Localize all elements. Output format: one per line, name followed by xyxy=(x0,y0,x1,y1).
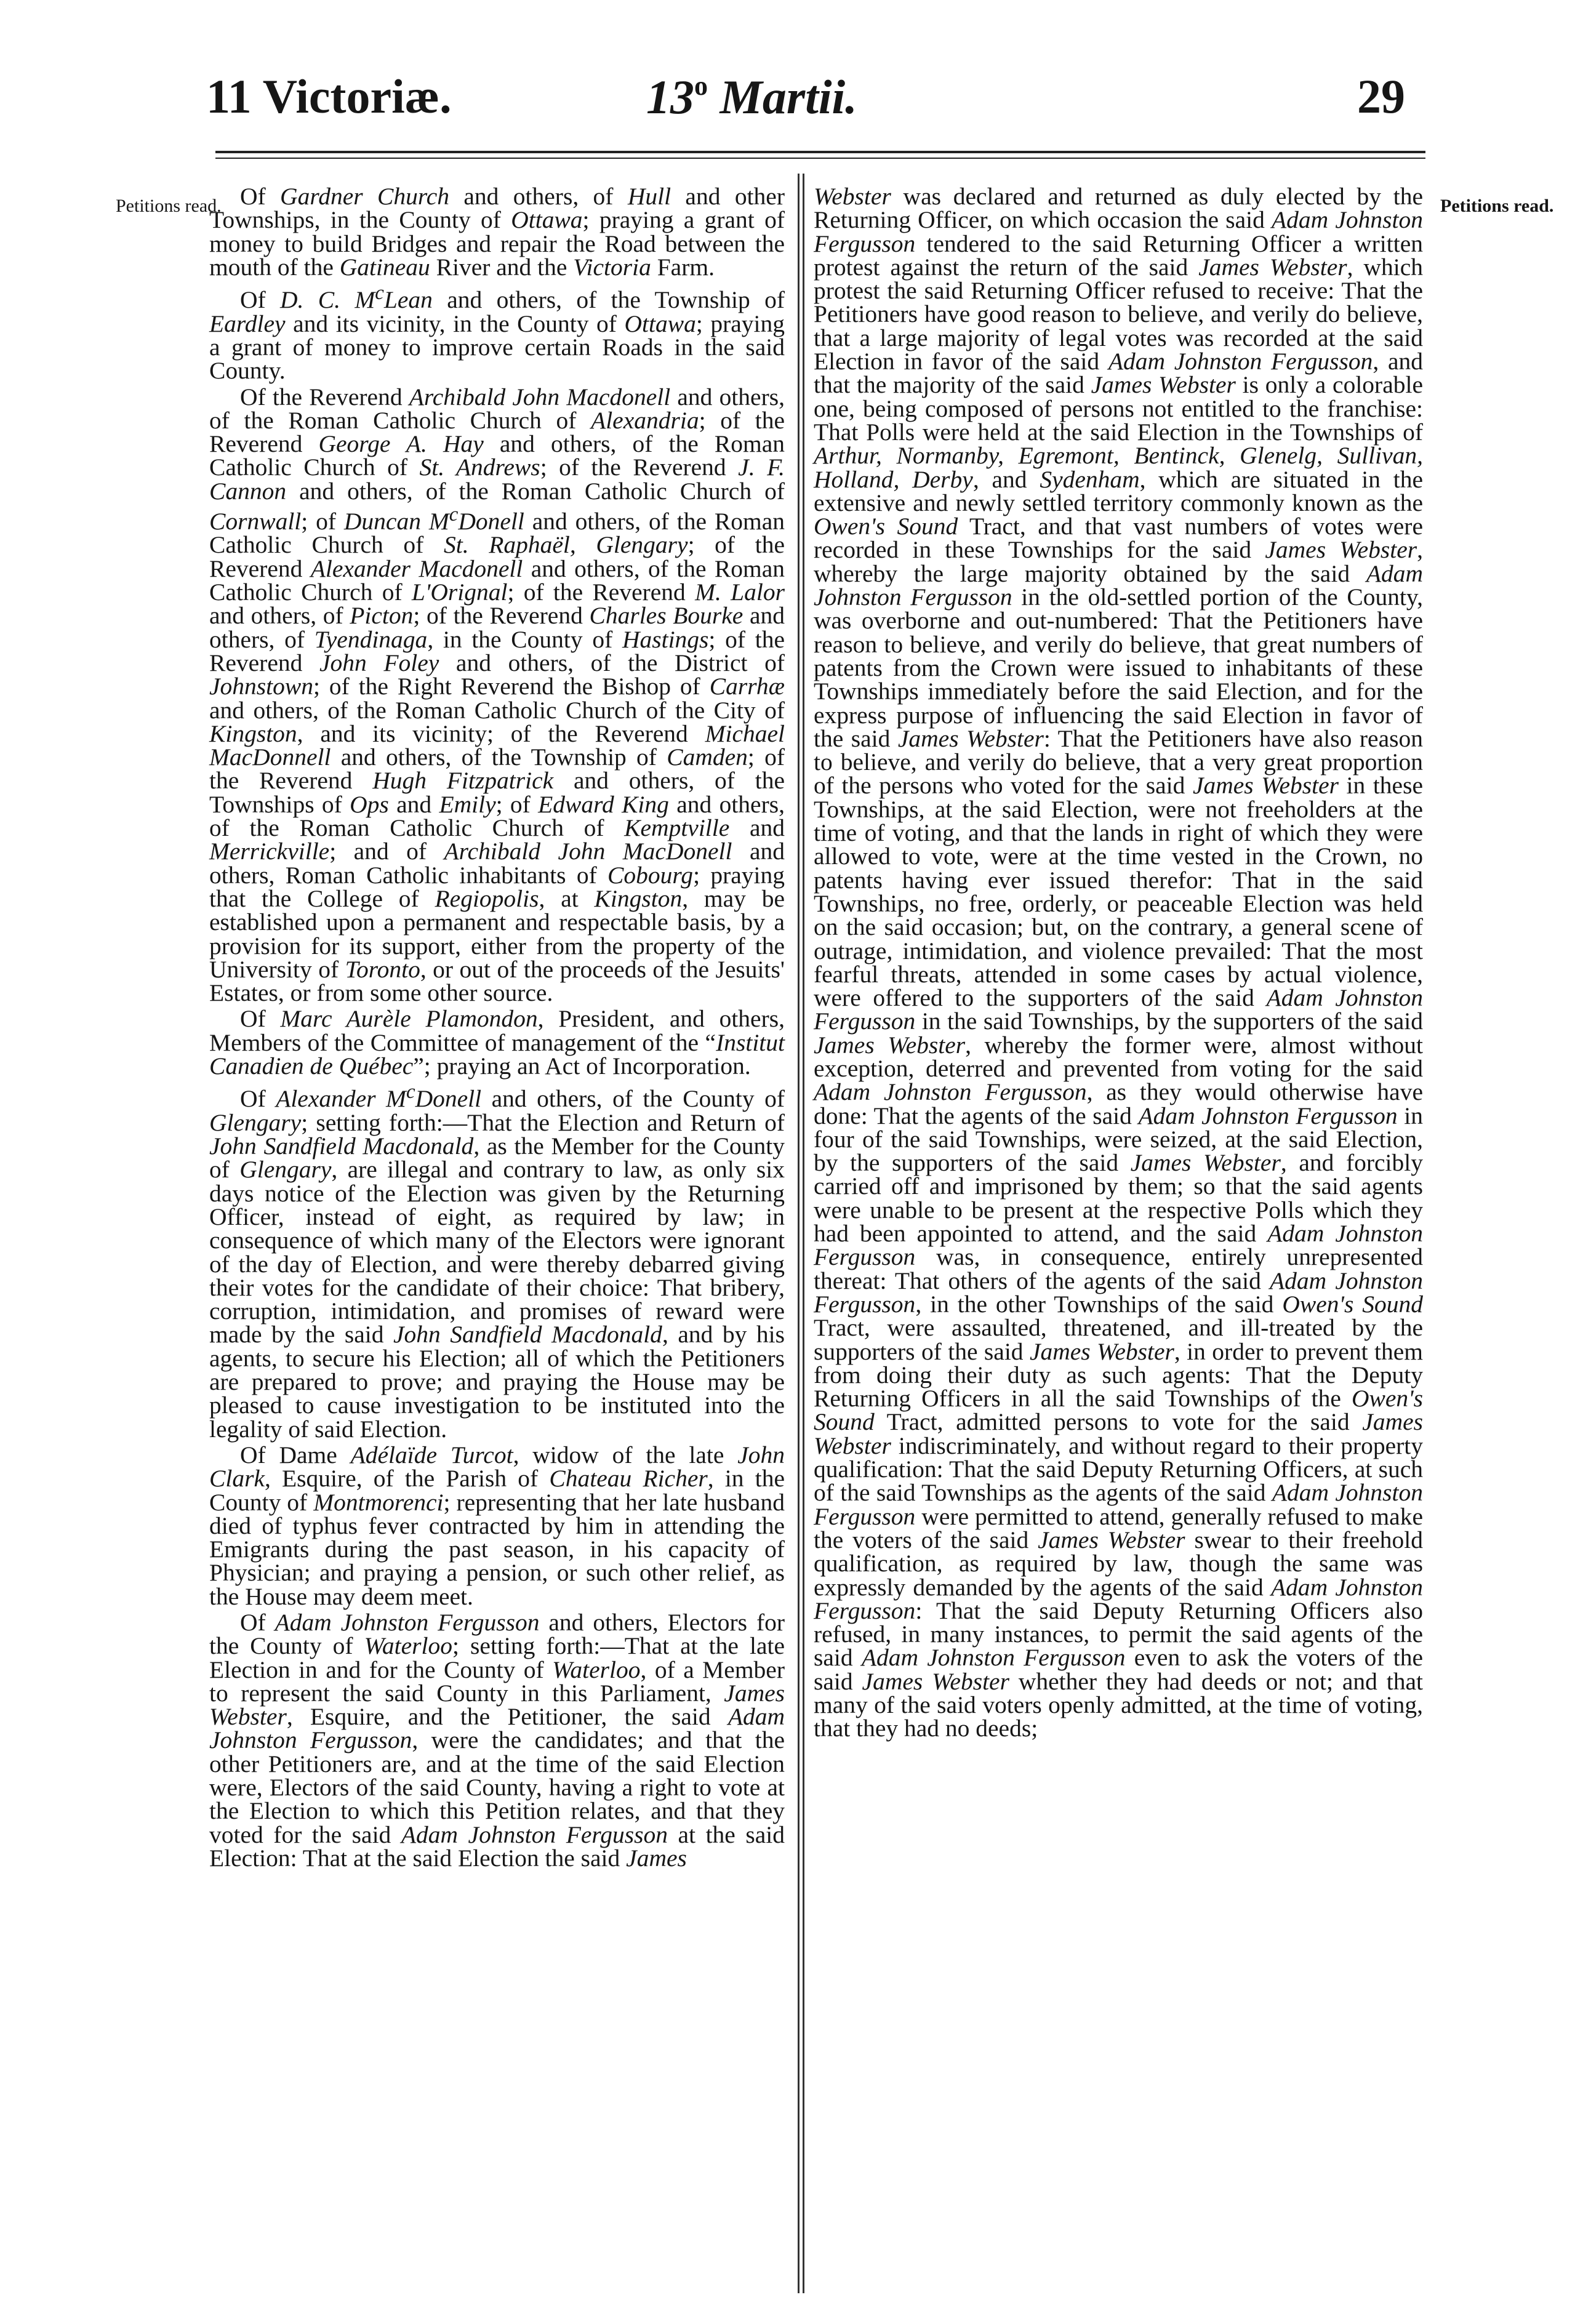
right-column xyxy=(814,185,1423,1743)
petition-paragraph: Of Alexander $M^cDonell$ and others, of the County of Glengary; setting forth:—That the Election and Return of John Sandfield Macdonald, as the Member for the County of Glengary, are illegal and contrary to law, as only six days notice of the Election was given by the Returning Officer, instead of eight, as required by law; in consequence of which many of the Electors were ignorant of the day of Election, and were thereby debarred giving their votes for the candidate of their choice: That bribery, corruption, intimidation, and promises of reward were made by the said John Sandfield Macdonald, and by his agents, to secure his Election; all of which the Petitioners are prepared to prove; and praying the House may be pleased to cause investigation to be instituted into the legality of said Election. xyxy=(209,1081,785,1443)
petition-paragraph-continued: Webster was declared and returned as duly elected by the Returning Officer, on which occasion the said Adam Johnston Fergusson tendered to the said Returning Officer a written protest against the return of the said James Webster, which protest the said Returning Officer refused to receive: That the Petitioners have good reason to believe, and verily do believe, that a large majority of legal votes was recorded at the said Election in favor of the said Adam Johnston Fergusson, and that the majority of the said James Webster is only a colorable one, being composed of persons not entitled to the franchise: That Polls were held at the said Election in the Townships of Arthur, Normanby, Egremont, Bentinck, Glenelg, Sullivan, Holland, Derby, and Sydenham, which are situated in the extensive and newly settled territory commonly known as the Owen's Sound Tract, and that vast numbers of votes were recorded in these Townships for the said James Webster, whereby the large majority obtained by the said Adam Johnston Fergusson in the old-settled portion of the County, was overborne and out-numbered: That the Petitioners have reason to believe, and verily do believe, that great numbers of patents from the Crown were issued to inhabitants of these Townships immediately before the said Election, and for the express purpose of influencing the said Election in favor of the said James Webster: That the Petitioners have also reason to believe, and verily do believe, that a very great proportion of the persons who voted for the said James Webster in these Townships, at the said Election, were not freeholders at the time of voting, and that the lands in right of which they were allowed to vote, were at the time vested in the Crown, no patents having ever issued therefor: That in the said Townships, no free, orderly, or peaceable Election was held on the said occasion; but, on the contrary, a general scene of outrage, intimidation, and violence prevailed: That the most fearful threats, attended in some cases by actual violence, were offered to the supporters of the said Adam Johnston Fergusson in the said Townships, by the supporters of the said James Webster, whereby the former were, almost without exception, deterred and prevented from voting for the said Adam Johnston Fergusson, as they would otherwise have done: That the agents of the said Adam Johnston Fergusson in four of the said Townships, were seized, at the said Election, by the supporters of the said James Webster, and forcibly carried off and imprisoned by them; so that the said agents were unable to be present at the respective Polls which they had been appointed to attend, and the said Adam Johnston Fergusson was, in consequence, entirely unrepresented thereat: That others of the agents of the said Adam Johnston Fergusson, in the other Townships of the said Owen's Sound Tract, were assaulted, threatened, and ill-treated by the supporters of the said James Webster, in order to prevent them from doing their duty as such agents: That the Deputy Returning Officers in all the said Townships of the Owen's Sound Tract, admitted persons to vote for the said James Webster indiscriminately, and without regard to their property qualification: That the said Deputy Returning Officers, at such of the said Townships as the agents of the said Adam Johnston Fergusson were permitted to attend, generally refused to make the voters of the said James Webster swear to their freehold qualification, as required by law, though the same was expressly demanded by the agents of the said Adam Johnston Fergusson: That the said Deputy Returning Officers also refused, in many instances, to permit the said agents of the said Adam Johnston Fergusson even to ask the voters of the said James Webster whether they had deeds or not; and that many of the said voters openly admitted, at the time of voting, that they had no deeds; xyxy=(814,183,1424,1742)
date-day: 13 xyxy=(646,70,694,124)
petition-paragraph: Of Gardner Church and others, of Hull and other Townships, in the County of Ottawa; praying a grant of money to build Bridges and repair the Road between the mouth of the Gatineau River and the Victoria Farm. xyxy=(209,183,785,281)
date-month: Martii. xyxy=(708,70,857,124)
date-ordinal-mark: o xyxy=(694,71,708,101)
running-head-date xyxy=(646,70,857,124)
petition-paragraph: Of Dame Adélaïde Turcot, widow of the late John Clark, Esquire, of the Parish of Chateau Richer, in the County of Montmorenci; representing that her late husband died of typhus fever contracted by him in attending the Emigrants during the past season, in his capacity of Physician; and praying a pension, or such other relief, as the House may deem meet. xyxy=(209,1441,785,1610)
left-column xyxy=(209,185,785,1872)
column-separator-line xyxy=(798,174,800,2293)
petition-paragraph: Of D. C. $M^cLean$ and others, of the Township of Eardley and its vicinity, in the County of Ottawa; praying a grant of money to improve certain Roads in the said County. xyxy=(209,282,785,385)
running-head-regnal-year: 11 Victoriæ. xyxy=(206,70,452,123)
page-number: 29 xyxy=(1357,70,1405,123)
margin-note-left: Petitions read. xyxy=(116,196,222,216)
petition-paragraph: Of Marc Aurèle Plamondon, President, and others, Members of the Committee of management of the “Institut Canadien de Québec”; praying an Act of Incorporation. xyxy=(209,1005,785,1080)
petition-paragraph: Of the Reverend Archibald John Macdonell and others, of the Roman Catholic Church of Alexandria; of the Reverend George A. Hay and others, of the Roman Catholic Church of St. Andrews; of the Reverend J. F. Cannon and others, of the Roman Catholic Church of Cornwall; of Duncan $M^cDonell$ and others, of the Roman Catholic Church of St. Raphaël, Glengary; of the Reverend Alexander Macdonell and others, of the Roman Catholic Church of L'Orignal; of the Reverend M. Lalor and others, of Picton; of the Reverend Charles Bourke and others, of Tyendinaga, in the County of Hastings; of the Reverend John Foley and others, of the District of Johnstown; of the Right Reverend the Bishop of Carrhæ and others, of the Roman Catholic Church of the City of Kingston, and its vicinity; of the Reverend Michael MacDonnell and others, of the Township of Camden; of the Reverend Hugh Fitzpatrick and others, of the Townships of Ops and Emily; of Edward King and others, of the Roman Catholic Church of Kemptville and Merrickville; and of Archibald John MacDonell and others, Roman Catholic inhabitants of Cobourg; praying that the College of Regiopolis, at Kingston, may be established upon a permanent and respectable basis, by a provision for its support, either from the property of the University of Toronto, or out of the proceeds of the Jesuits' Estates, or from some other source. xyxy=(209,383,785,1007)
header-rule-thin xyxy=(215,158,1425,159)
header-rule-thick xyxy=(215,151,1425,153)
petition-paragraph: Of Adam Johnston Fergusson and others, Electors for the County of Waterloo; setting forth:—That at the late Election in and for the County of Waterloo, of a Member to represent the said County in this Parliament, James Webster, Esquire, and the Petitioner, the said Adam Johnston Fergusson, were the candidates; and that the other Petitioners are, and at the time of the said Election were, Electors of the said County, having a right to vote at the Election to which this Petition relates, and that they voted for the said Adam Johnston Fergusson at the said Election: That at the said Election the said James xyxy=(209,1608,785,1872)
margin-note-right: Petitions read. xyxy=(1440,196,1554,216)
column-separator-line xyxy=(803,174,804,2293)
